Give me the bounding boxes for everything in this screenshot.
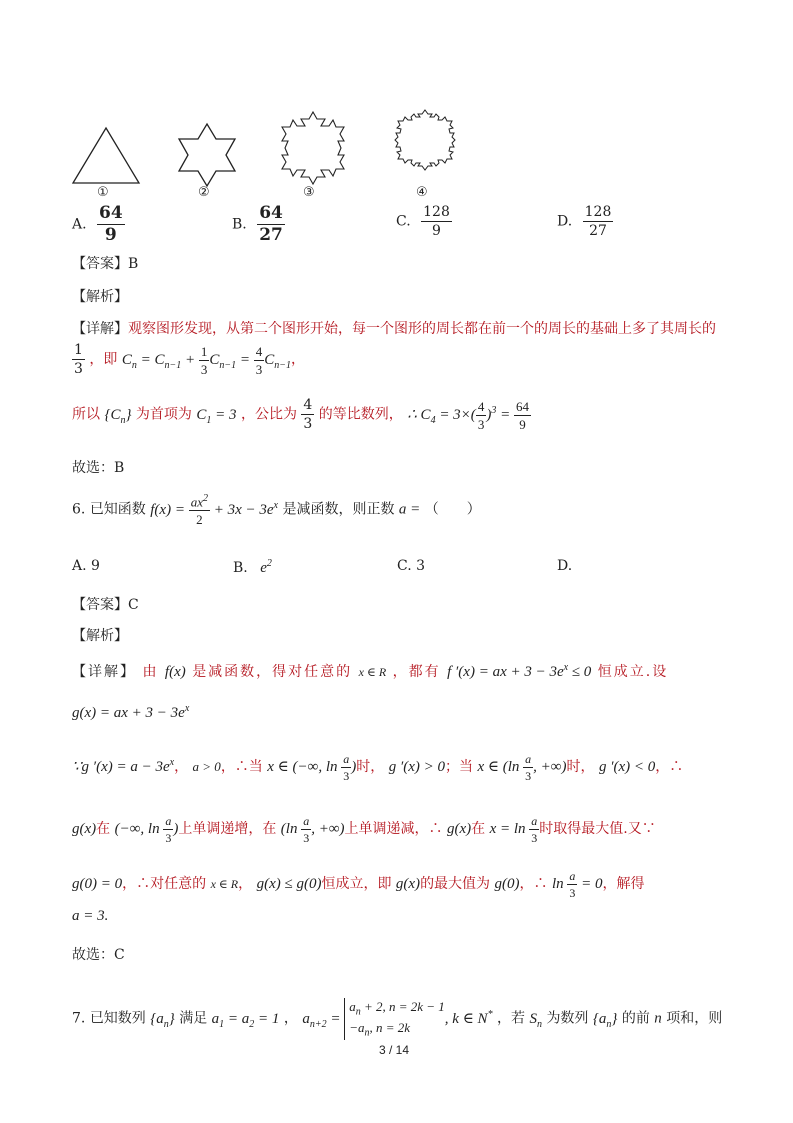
- option-a-fraction: [97, 205, 125, 244]
- ln-a3-zero: ln $\frac{a}{3}$ = 0: [551, 869, 603, 900]
- x-in-r: x ∈ R: [358, 665, 387, 679]
- q6-answer-value: C: [128, 597, 139, 613]
- q5-answer: [72, 253, 138, 273]
- figure-label-1: ①: [97, 185, 109, 200]
- q6-option-b: [233, 558, 272, 577]
- option-b-denominator: 27: [259, 225, 283, 245]
- option-d-numerator: 128: [584, 204, 612, 220]
- line5-f: ，解得: [602, 875, 645, 892]
- q7-number: 7.: [72, 1010, 86, 1027]
- q6-detail-line-6: [72, 908, 108, 925]
- one-third-fraction: $\frac{1}{3}$: [74, 342, 83, 377]
- answer-value: B: [128, 256, 139, 272]
- line4-e: 时取得最大值.又∵: [539, 820, 656, 837]
- q6-analysis-tag: 【解析】: [72, 628, 128, 644]
- option-c-fraction: [421, 205, 452, 238]
- line4-a: 在: [96, 820, 111, 837]
- fx: f(x): [164, 664, 186, 680]
- q6-answer-tag: 【答案】: [72, 597, 128, 613]
- q7-stem-c: ，: [283, 1010, 298, 1027]
- q6-detail-line-5: [72, 870, 645, 899]
- option-d-fraction: [583, 205, 614, 238]
- q6-a-equals: a =: [398, 501, 421, 518]
- gx-def: g(x) = ax + $3 - 3e^x$: [72, 703, 190, 721]
- option-a-label: A.: [72, 216, 87, 233]
- line3-mid: 为首项为: [135, 406, 192, 423]
- line4-d: 在: [471, 820, 486, 837]
- q7-stem-e: 为数列: [546, 1010, 589, 1027]
- a1-a2: $a_1 = a_2 = 1$: [211, 1010, 280, 1030]
- gx-2: g(x): [446, 820, 472, 837]
- sequence-cn: $\{C_n\}$: [104, 406, 132, 426]
- q6-function: f(x) = $\frac{ax^2}{2}$ + $3x - 3e^x$: [150, 493, 278, 528]
- figure-label-2: ②: [198, 185, 210, 200]
- q6-paren: （ ）: [424, 501, 481, 518]
- line2-prefix: ，即: [89, 351, 118, 368]
- q5-option-c: [396, 205, 452, 238]
- gprime-neg: g ′(x) < 0: [598, 758, 656, 775]
- gx-le-g0: g(x) ≤ g(0): [256, 875, 322, 892]
- interval-left: x ∈ (−∞, ln $\frac{a}{3}$ ): [267, 752, 357, 783]
- gx: g(x): [72, 820, 97, 837]
- option-a-numerator: 64: [99, 203, 123, 223]
- line3-c: 时，: [356, 758, 385, 775]
- q6-number: 6.: [72, 501, 86, 518]
- q6-option-d: D.: [557, 558, 573, 574]
- piecewise-def: $a_{n+2}$ = $a_n + 2$, n = 2k − 1 $-a_n$, n = 2k , k ∈ N*: [302, 999, 493, 1039]
- detail-text: 观察图形发现，从第二个图形开始，每一个图形的周长都在前一个的周长的基础上多了其周长的: [128, 321, 716, 337]
- page-number: 3 / 14: [379, 1043, 410, 1057]
- q6-stem: [72, 494, 481, 526]
- interval-right: x ∈ (ln $\frac{a}{3}$ , +∞): [477, 752, 567, 783]
- q5-option-b: [232, 205, 285, 244]
- line3-prefix: 所以: [72, 406, 100, 423]
- q6-detail-1c: ，都有: [392, 664, 441, 680]
- q7-stem-g: 项和，则: [666, 1010, 723, 1027]
- q7-stem-d: ，若: [497, 1010, 526, 1027]
- gprime-pos: g ′(x) > 0: [388, 758, 446, 775]
- q6-detail-tag: 【详解】: [72, 664, 136, 680]
- figure-koch-4: [382, 108, 468, 188]
- line4-c: 上单调递减，∴: [344, 820, 443, 837]
- q6-detail-line-4: [72, 815, 656, 844]
- derivative-ineq: f ′(x) = ax + $3 - 3e^x \le 0$: [447, 662, 592, 680]
- line3-d: ；当: [445, 758, 474, 775]
- figure-koch-3: [274, 110, 352, 186]
- q7-stem: [72, 998, 722, 1040]
- line3-mid2: ，公比为: [240, 406, 297, 423]
- line5-b: ，: [238, 875, 253, 892]
- q6-option-b-label: B.: [233, 560, 248, 576]
- option-a-denominator: 9: [104, 225, 117, 245]
- figure-label-4: ④: [416, 185, 428, 200]
- option-b-numerator: 64: [259, 203, 283, 223]
- q5-detail-line-1: [72, 318, 716, 338]
- option-d-denominator: 27: [589, 223, 607, 239]
- q6-conclusion: 故选：C: [72, 947, 125, 963]
- line3-f: ，∴: [655, 758, 684, 775]
- c4-formula: ∴ $C_4 = 3\times$( $\frac{4}{3}$ )$^3$ = $\frac{64}{9}$: [407, 398, 529, 432]
- answer-tag: 【答案】: [72, 256, 128, 272]
- q6-detail-line-1: [72, 661, 668, 681]
- line5-d: 的最大值为: [420, 875, 491, 892]
- q5-option-d: [557, 205, 613, 238]
- g0-zero: g(0) = 0: [72, 875, 123, 892]
- q6-answer: [72, 594, 139, 614]
- seq-an-2: $\{a_n\}$: [592, 1010, 618, 1030]
- option-d-label: D.: [557, 213, 573, 230]
- g0: g(0): [494, 875, 520, 892]
- q6-detail-line-3: [72, 753, 683, 782]
- x-in-r-2: x ∈ R: [210, 876, 239, 891]
- ratio-fraction: $\frac{4}{3}$: [303, 397, 313, 432]
- q5-option-a: [72, 205, 125, 244]
- q6-detail-line-2: [72, 703, 189, 722]
- interval-inc: (−∞, ln $\frac{a}{3}$ ): [114, 814, 179, 845]
- q6-option-b-value: $e^2$: [260, 558, 272, 576]
- q6-option-c: C. 3: [397, 558, 426, 574]
- gprime: ∵g $'(x) = a - 3e^x$: [72, 756, 175, 775]
- line4-b: 上单调递增，在: [178, 820, 277, 837]
- q5-detail-line-2: $\frac{1}{3}$ ，即 $C_n = C_{n-1}$ + $\frac{1}{3}$ $C_{n-1}$ = $\frac{4}{3}$ $C_{n-1}$，: [74, 342, 306, 377]
- figure-label-3: ③: [303, 185, 315, 200]
- line5-c: 恒成立，即: [321, 875, 392, 892]
- figure-star: [172, 122, 242, 188]
- line3-suffix: 的等比数列，: [318, 406, 403, 423]
- sn: $S_n$: [529, 1010, 542, 1030]
- q6-detail-1a: 由: [142, 664, 159, 680]
- c1-equals-3: $C_1 = 3$: [196, 406, 237, 426]
- line3-a: ，: [174, 758, 189, 775]
- q6-detail-1b: 是减函数，得对任意的: [192, 664, 353, 680]
- recurrence-formula: $C_n = C_{n-1}$ + $\frac{1}{3}$ $C_{n-1}$ = $\frac{4}{3}$ $C_{n-1}$: [121, 343, 292, 377]
- line3-b: ，∴当: [220, 758, 263, 775]
- seq-an: $\{a_n\}$: [150, 1010, 175, 1030]
- q5-detail-line-3: [72, 398, 531, 431]
- option-b-fraction: [257, 205, 285, 244]
- option-b-label: B.: [232, 216, 247, 233]
- detail-tag: 【详解】: [72, 321, 128, 337]
- q5-analysis-tag: 【解析】: [72, 289, 128, 305]
- n-var: n: [654, 1010, 662, 1027]
- a-equals-3: a = 3.: [72, 908, 109, 924]
- x-max-at: x = ln $\frac{a}{3}$: [489, 814, 538, 845]
- interval-dec: (ln $\frac{a}{3}$ , +∞): [280, 814, 345, 845]
- q7-stem-b: 满足: [179, 1010, 208, 1027]
- a-positive: a > 0: [192, 758, 221, 774]
- option-c-denominator: 9: [432, 223, 441, 239]
- line3-e: 时，: [566, 758, 595, 775]
- q7-stem-a: 已知数列: [89, 1010, 146, 1027]
- line5-e: ，∴: [519, 875, 548, 892]
- q7-stem-f: 的前: [621, 1010, 650, 1027]
- gx-3: g(x): [395, 875, 421, 892]
- option-c-label: C.: [396, 213, 411, 230]
- line5-a: ，∴对任意的: [122, 875, 207, 892]
- q6-detail-1d: 恒成立.设: [597, 664, 669, 680]
- q6-stem-suffix: 是减函数，则正数: [282, 501, 395, 518]
- q6-option-a: A. 9: [72, 558, 100, 574]
- option-c-numerator: 128: [423, 204, 450, 220]
- figure-triangle: [70, 125, 142, 185]
- q5-conclusion: 故选：B: [72, 460, 125, 476]
- q6-stem-prefix: 已知函数: [89, 501, 146, 518]
